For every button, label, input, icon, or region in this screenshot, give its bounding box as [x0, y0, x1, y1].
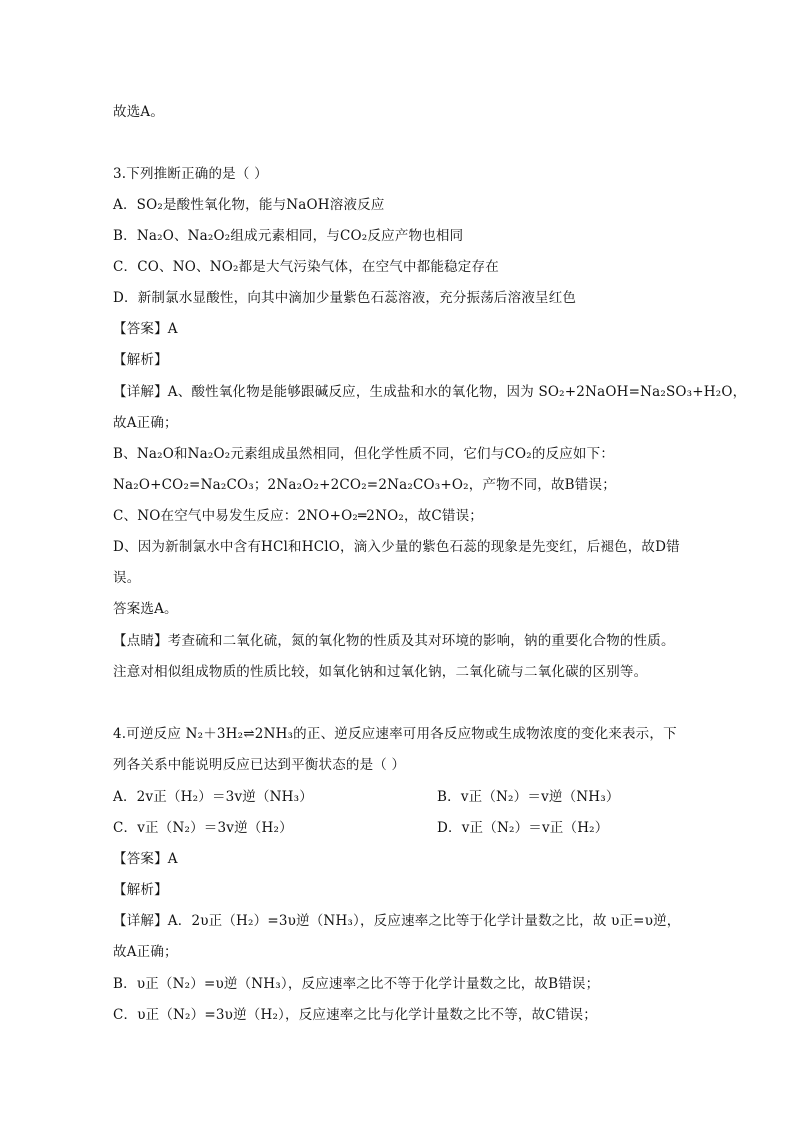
q4-detail-a-cont: 故A正确； — [113, 944, 178, 960]
question-4-stem: 4.可逆反应 N₂＋3H₂⇌2NH₃的正、逆反应速率可用各反应物或生成物浓度的变化来表示，下 — [113, 726, 677, 742]
conclusion-line: 故选A。 — [113, 104, 165, 120]
q3-detail-a: 【详解】A、酸性氧化物是能够跟碱反应，生成盐和水的氧化物，因为 SO₂+2NaOH=Na₂SO₃+H₂O， — [113, 384, 747, 400]
question-3-stem: 3.下列推断正确的是（ ） — [113, 166, 268, 182]
q4-option-c: C．v正（N₂）＝3v逆（H₂） — [113, 820, 293, 836]
question-4-stem-cont: 列各关系中能说明反应已达到平衡状态的是（ ） — [113, 757, 406, 773]
q3-answer: 【答案】A — [113, 321, 178, 337]
q4-detail-a: 【详解】A．2υ正（H₂）=3υ逆（NH₃），反应速率之比等于化学计量数之比，故 υ正=υ逆， — [113, 913, 681, 929]
q4-detail-b: B．υ正（N₂）=υ逆（NH₃），反应速率之比不等于化学计量数之比，故B错误； — [113, 976, 600, 992]
q3-option-d: D．新制氯水显酸性，向其中滴加少量紫色石蕊溶液，充分振荡后溶液呈红色 — [113, 290, 577, 306]
q4-option-d: D．v正（N₂）＝v正（H₂） — [437, 820, 609, 836]
q3-analysis-heading: 【解析】 — [113, 352, 168, 368]
q4-answer: 【答案】A — [113, 851, 178, 867]
q3-key-point-cont: 注意对相似组成物质的性质比较，如氧化钠和过氧化钠，二氧化硫与二氧化碳的区别等。 — [113, 664, 648, 680]
q4-option-b: B．v正（N₂）＝v逆（NH₃） — [437, 789, 620, 805]
q3-answer-choice: 答案选A。 — [113, 601, 178, 617]
q3-detail-b-equation: Na₂O+CO₂=Na₂CO₃；2Na₂O₂+2CO₂=2Na₂CO₃+O₂，产物不同，故B错误； — [113, 477, 616, 493]
q3-detail-a-cont: 故A正确； — [113, 415, 178, 431]
q3-option-a: A．SO₂是酸性氧化物，能与NaOH溶液反应 — [113, 197, 385, 213]
q3-detail-d-cont: 误。 — [113, 570, 141, 586]
q3-detail-c: C、NO在空气中易发生反应：2NO+O₂═2NO₂，故C错误； — [113, 508, 484, 524]
q3-detail-b: B、Na₂O和Na₂O₂元素组成虽然相同，但化学性质不同，它们与CO₂的反应如下： — [113, 446, 615, 462]
q4-analysis-heading: 【解析】 — [113, 882, 168, 898]
q3-option-c: C．CO、NO、NO₂都是大气污染气体，在空气中都能稳定存在 — [113, 259, 499, 275]
q3-detail-d: D、因为新制氯水中含有HCl和HClO，滴入少量的紫色石蕊的现象是先变红，后褪色，故D错 — [113, 539, 680, 555]
q4-detail-c: C．υ正（N₂）=3υ逆（H₂），反应速率之比与化学计量数之比不等，故C错误； — [113, 1007, 597, 1023]
q3-option-b: B．Na₂O、Na₂O₂组成元素相同，与CO₂反应产物也相同 — [113, 228, 464, 244]
q4-option-a: A．2v正（H₂）＝3v逆（NH₃） — [113, 789, 313, 805]
q3-key-point: 【点睛】考查硫和二氧化硫，氮的氧化物的性质及其对环境的影响，钠的重要化合物的性质。 — [113, 633, 675, 649]
